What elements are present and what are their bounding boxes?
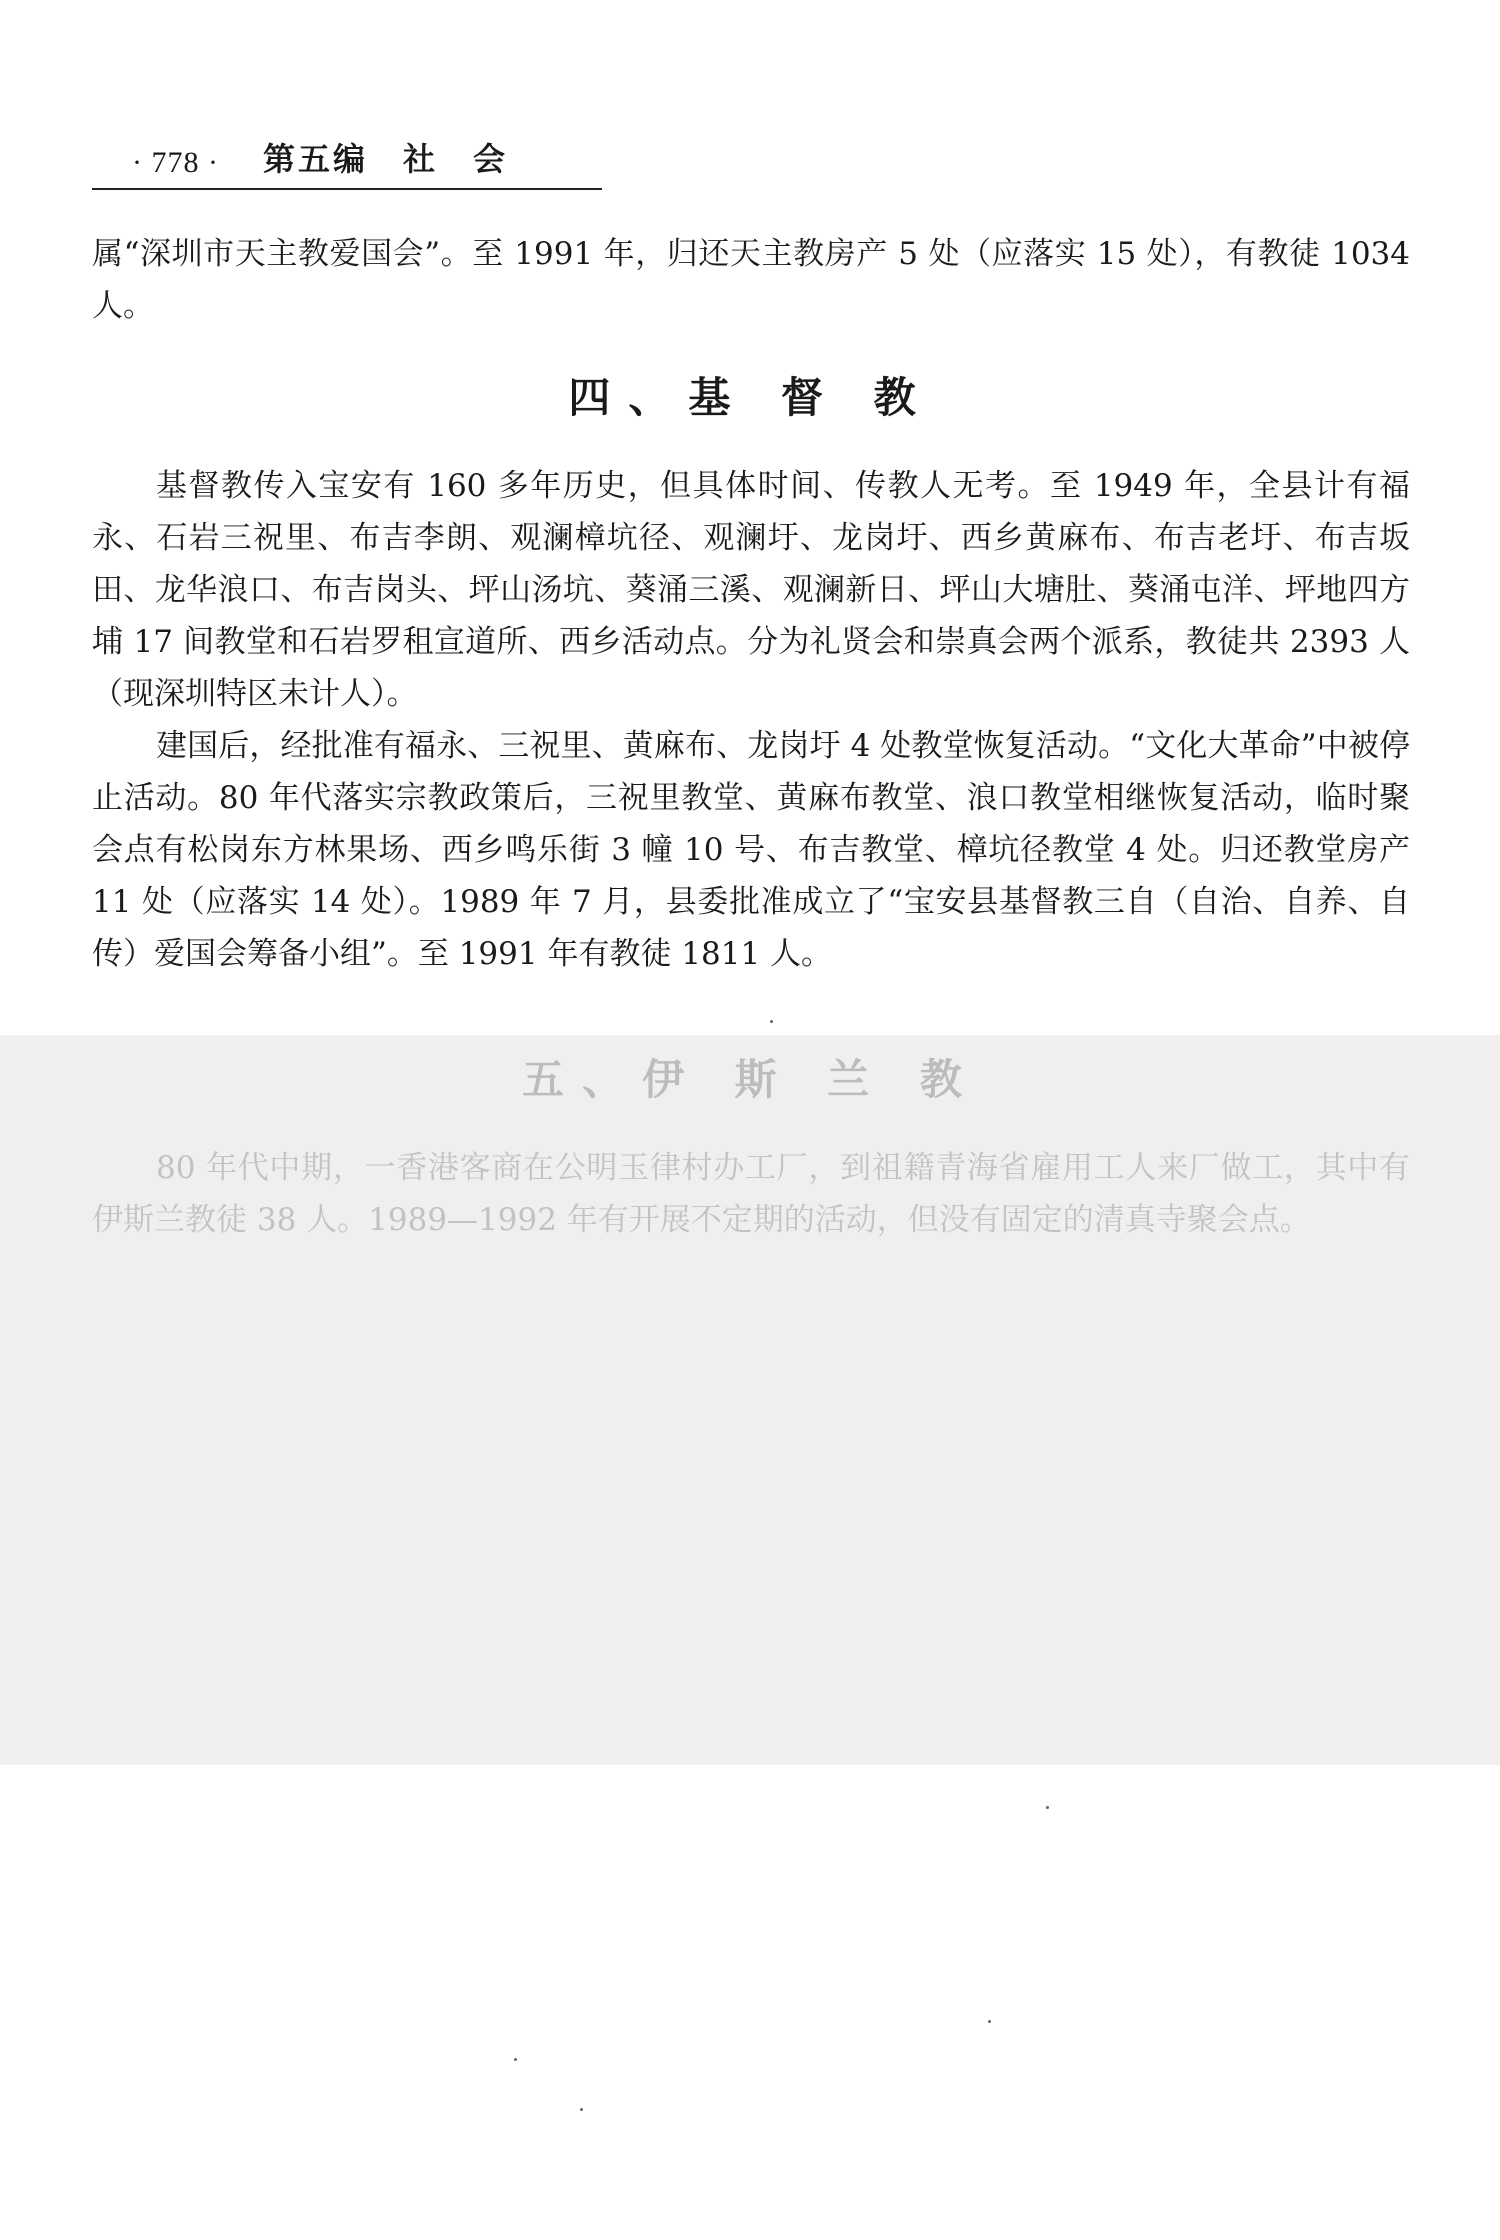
islam-paragraph-1: 80 年代中期，一香港客商在公明玉律村办工厂，到祖籍青海省雇用工人来厂做工，其中有伊斯兰教徒 38 人。1989—1992 年有开展不定期的活动，但没有固定的清真寺聚会点。 <box>92 1150 1410 1238</box>
christianity-paragraph-2: 建国后，经批准有福永、三祝里、黄麻布、龙岗圩 4 处教堂恢复活动。“文化大革命”中被停止活动。80 年代落实宗教政策后，三祝里教堂、黄麻布教堂、浪口教堂相继恢复活动，临时聚会点有松岗东方林果场、西乡鸣乐街 3 幢 10 号、布吉教堂、樟坑径教堂 4 处。归还教堂房产 11 处（应落实 14 处）。1989 年 7 月，县委批准成立了“宝安县基督教三自（自治、自养、自传）爱国会筹备小组”。至 1991 年有教徒 1811 人。 <box>92 728 1410 972</box>
scan-speck <box>514 2058 517 2061</box>
section-heading-christianity: 四、基 督 教 <box>568 373 934 422</box>
page-number: · 778 · <box>132 146 219 179</box>
scan-speck <box>1046 1806 1049 1809</box>
page-header <box>92 140 602 190</box>
section-heading-islam: 五、伊 斯 兰 教 <box>522 1055 980 1104</box>
christianity-paragraph-1: 基督教传入宝安有 160 多年历史，但具体时间、传教人无考。至 1949 年，全县计有福永、石岩三祝里、布吉李朗、观澜樟坑径、观澜圩、龙岗圩、西乡黄麻布、布吉老圩、布吉坂田、龙华浪口、布吉岗头、坪山汤坑、葵涌三溪、观澜新日、坪山大塘肚、葵涌屯洋、坪地四方埔 17 间教堂和石岩罗租宣道所、西乡活动点。分为礼贤会和崇真会两个派系，教徒共 2393 人（现深圳特区未计人）。 <box>92 468 1410 712</box>
faded-content <box>92 1052 1410 1246</box>
scan-speck <box>580 2108 583 2111</box>
main-content <box>92 228 1410 980</box>
section-title: 第五编 社 会 <box>262 140 508 178</box>
intro-paragraph: 属“深圳市天主教爱国会”。至 1991 年，归还天主教房产 5 处（应落实 15 处），有教徒 1034 人。 <box>92 236 1410 324</box>
scan-speck <box>770 1020 773 1023</box>
scan-speck <box>988 2020 991 2023</box>
